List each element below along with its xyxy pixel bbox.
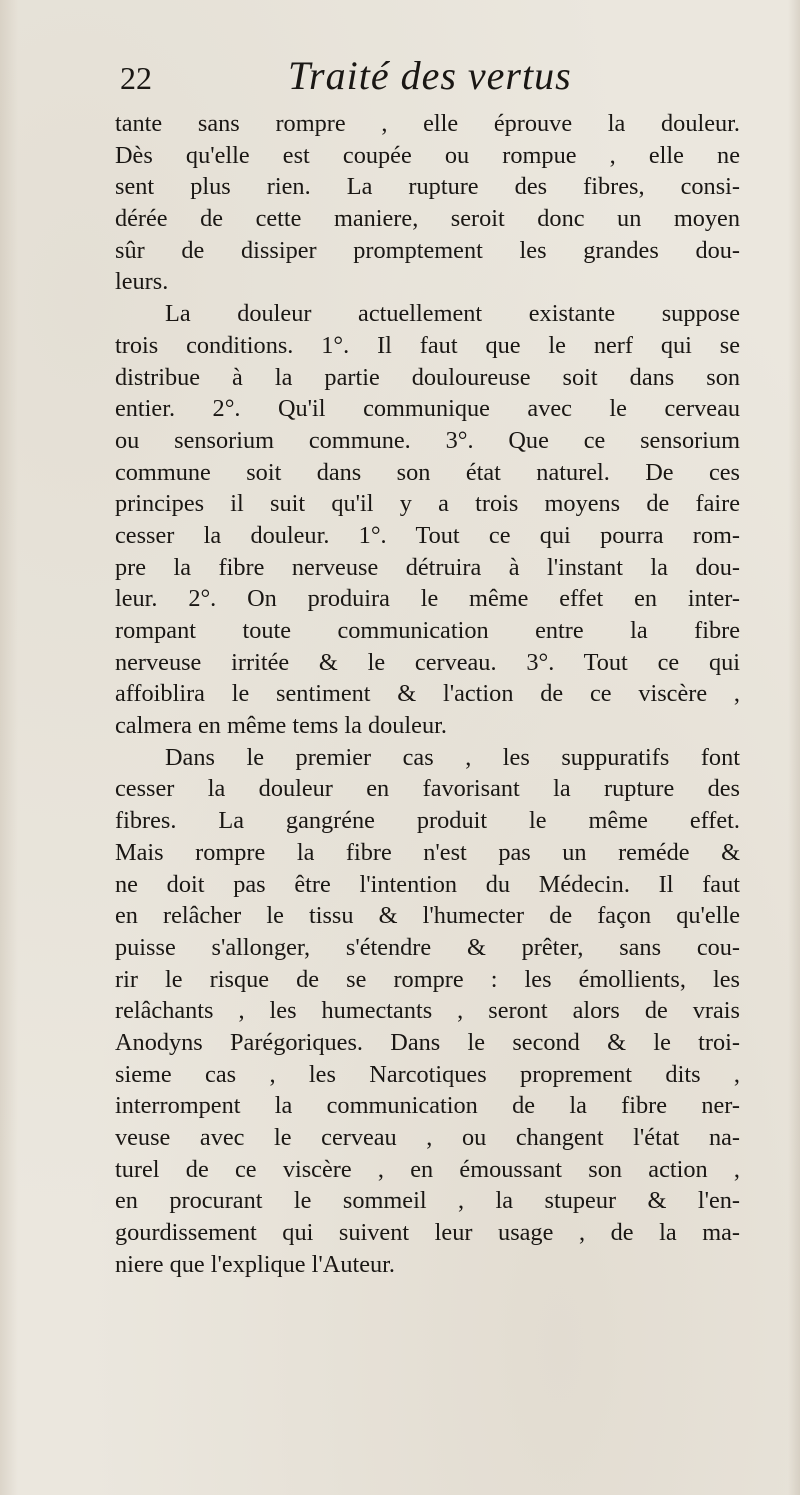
text-line: sieme cas , les Narcotiques proprement dits , (115, 1060, 740, 1088)
text-line: ou sensorium commune. 3°. Que ce sensorium (115, 426, 740, 454)
text-line: relâchants , les humectants , seront alors de vrais (115, 997, 740, 1025)
text-line: tante sans rompre , elle éprouve la douleur. (115, 110, 740, 137)
text-line: gourdissement qui suivent leur usage , de la ma- (115, 1219, 740, 1247)
text-line: leur. 2°. On produira le même effet en inter- (115, 585, 740, 613)
text-line: ne doit pas être l'intention du Médecin. Il faut (115, 870, 740, 898)
text-line: leurs. (115, 268, 169, 296)
text-line: pre la fibre nerveuse détruira à l'instant la dou- (115, 553, 740, 581)
text-line: en procurant le sommeil , la stupeur & l'en- (115, 1187, 740, 1215)
text-line: principes il suit qu'il y a trois moyens de faire (115, 490, 740, 518)
page-number: 22 (120, 60, 152, 96)
text-line: Dès qu'elle est coupée ou rompue , elle ne (115, 141, 740, 169)
text-line: puisse s'allonger, s'étendre & prêter, sans cou- (115, 933, 740, 961)
text-line: niere que l'explique l'Auteur. (115, 1250, 395, 1278)
text-line: rir le risque de se rompre : les émollients, les (115, 965, 740, 993)
page-header (115, 52, 595, 102)
text-line: entier. 2°. Qu'il communique avec le cerveau (115, 395, 740, 423)
text-line: calmera en même tems la douleur. (115, 712, 447, 740)
text-line: Mais rompre la fibre n'est pas un reméde & (115, 838, 740, 866)
text-line: rompant toute communication entre la fibre (115, 617, 740, 644)
text-line: cesser la douleur. 1°. Tout ce qui pourra rom- (115, 521, 740, 549)
text-line: veuse avec le cerveau , ou changent l'état na- (115, 1124, 740, 1151)
running-title: Traité des vertus (288, 53, 572, 98)
text-line: en relâcher le tissu & l'humecter de façon qu'elle (115, 902, 740, 930)
text-line: fibres. La gangréne produit le même effet. (115, 807, 740, 835)
text-line: commune soit dans son état naturel. De ces (115, 458, 740, 486)
text-line: Anodyns Parégoriques. Dans le second & le troi- (115, 1028, 740, 1056)
text-line: cesser la douleur en favorisant la rupture des (115, 775, 740, 803)
text-line: nerveuse irritée & le cerveau. 3°. Tout ce qui (115, 648, 740, 676)
text-line: dérée de cette maniere, seroit donc un moyen (115, 205, 740, 233)
page-edge-shadow (788, 0, 800, 1495)
text-line: interrompent la communication de la fibre ner- (115, 1092, 740, 1120)
text-line: sûr de dissiper promptement les grandes dou- (115, 236, 740, 264)
page-gutter-shadow (0, 0, 18, 1495)
text-line: distribue à la partie douloureuse soit dans son (115, 363, 740, 391)
text-line: sent plus rien. La rupture des fibres, consi- (115, 173, 740, 201)
text-line: Dans le premier cas , les suppuratifs font (165, 743, 740, 771)
body-text (115, 108, 740, 1280)
text-line: turel de ce viscère , en émoussant son action , (115, 1155, 740, 1183)
text-line: affoiblira le sentiment & l'action de ce viscère , (115, 680, 740, 708)
text-line: La douleur actuellement existante suppose (165, 300, 740, 328)
text-line: trois conditions. 1°. Il faut que le nerf qui se (115, 331, 740, 359)
